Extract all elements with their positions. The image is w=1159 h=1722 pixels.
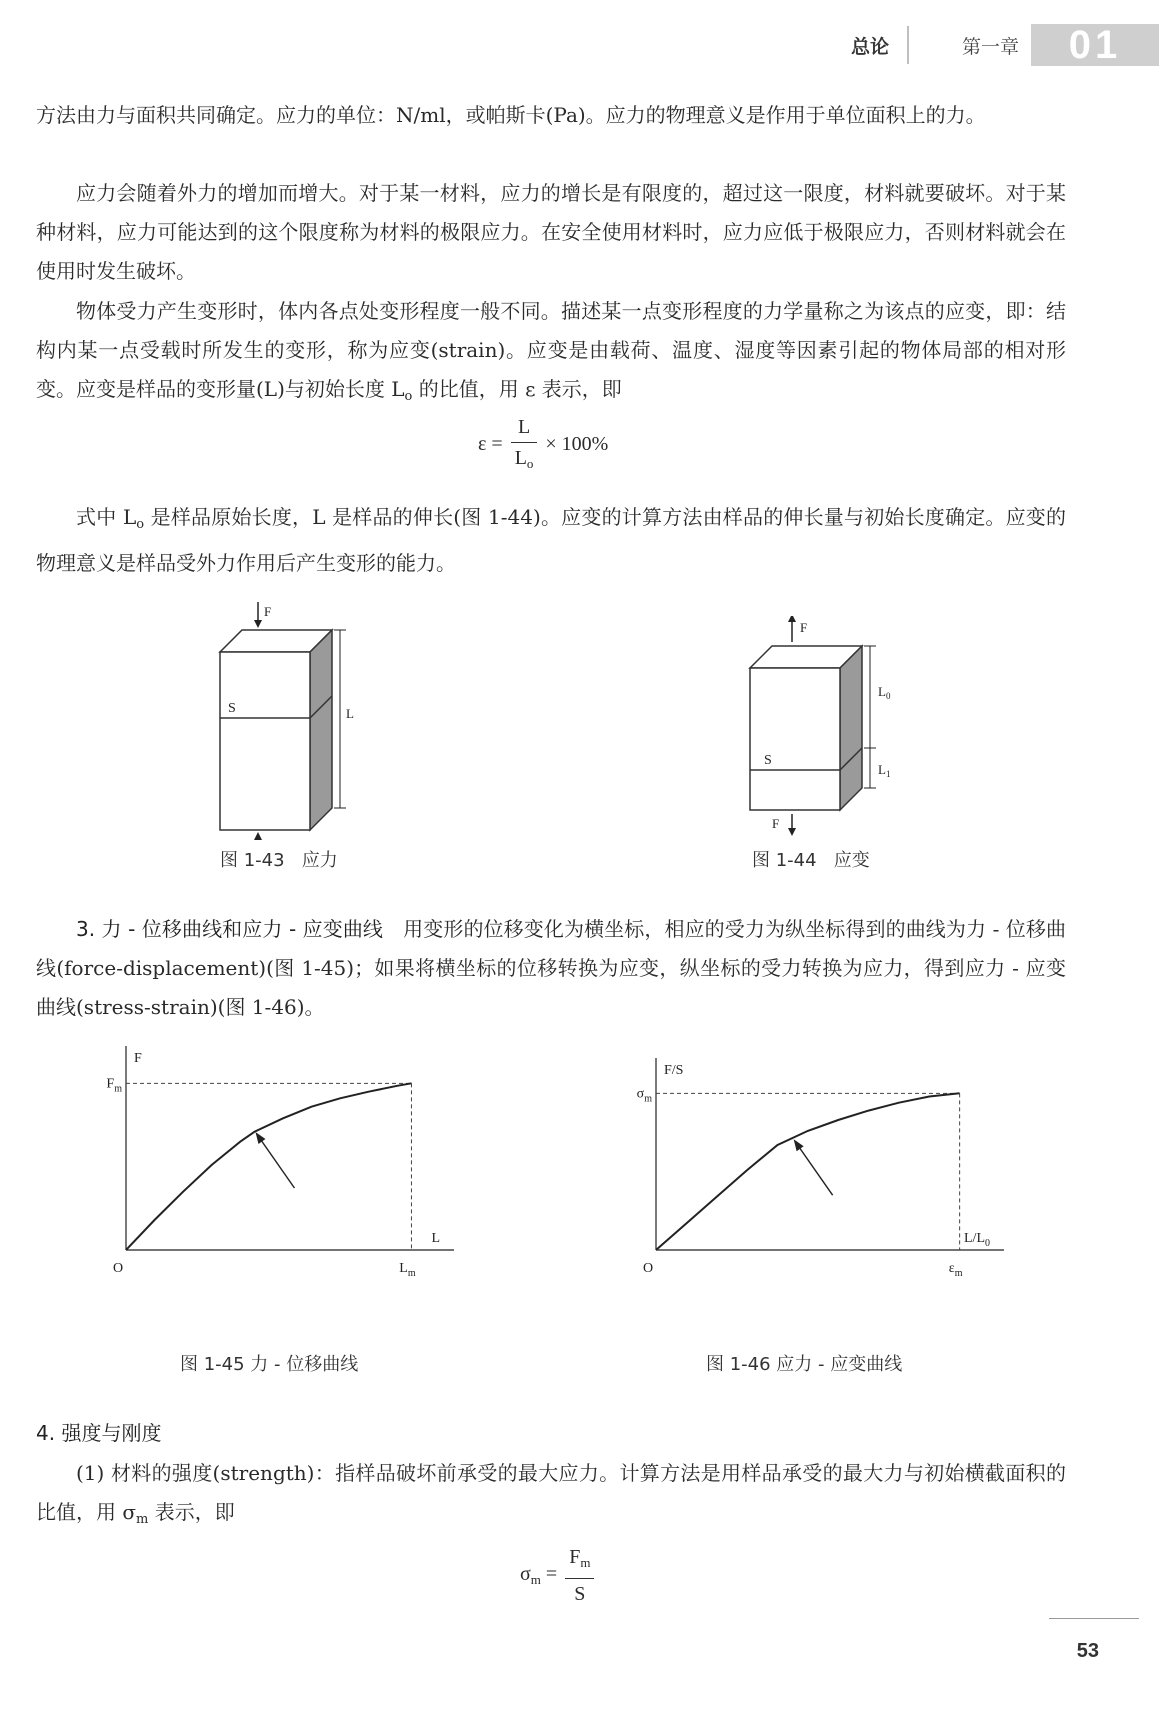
paragraph-2: 应力会随着外力的增加而增大。对于某一材料，应力的增长是有限度的，超过这一限度，材料就要破坏。对于某种材料，应力可能达到的这个限度称为材料的极限应力。在安全使用材料时，应力应低于极限应力，否则材料就会在使用时发生破坏。 bbox=[36, 181, 1066, 283]
annotation-arrowhead bbox=[794, 1139, 804, 1151]
stress-strain-chart bbox=[630, 1052, 1010, 1350]
fig43-top-force-label: F bbox=[264, 604, 272, 619]
fig45-caption: 图 1-45 力 - 位移曲线 bbox=[180, 1354, 359, 1375]
fig46-caption: 图 1-46 应力 - 应变曲线 bbox=[706, 1354, 903, 1375]
fig44-caption: 图 1-44 应变 bbox=[752, 850, 870, 871]
paragraph-6: (1) 材料的强度(strength)：指样品破坏前承受的最大应力。计算方法是用样品承受的最大力与初始横截面积的比值，用 $\sigma_m$ 表示，即 bbox=[36, 1461, 1066, 1527]
fig43-caption: 图 1-43 应力 bbox=[220, 850, 338, 871]
curve-line bbox=[126, 1083, 412, 1250]
strain-formula: ε = $\frac{L}{L_o}$ × 100% bbox=[478, 412, 608, 479]
paragraph-4: 式中 $L_o$ 是样品原始长度，L 是样品的伸长(图 1-44)。应变的计算方法由样品的伸长量与初始长度确定。应变的物理意义是样品受外力作用后产生变形的能力。 bbox=[36, 505, 1067, 575]
section-3-heading: 3. 力 - 位移曲线和应力 - 应变曲线 bbox=[76, 917, 384, 941]
x-axis-label: L bbox=[431, 1231, 440, 1246]
fig44-l0-label: $L_0$ bbox=[878, 684, 891, 701]
section-title: 总论 bbox=[850, 36, 889, 58]
fig44-area-label: S bbox=[764, 753, 772, 768]
y-max-tick-label: $\sigma_m$ bbox=[636, 1086, 652, 1105]
figure-stress-block bbox=[200, 600, 400, 840]
figure-strain-block bbox=[734, 616, 934, 836]
annotation-arrow bbox=[796, 1142, 833, 1195]
page-header bbox=[799, 24, 1159, 68]
section-4-heading: 4. 强度与刚度 bbox=[36, 1421, 162, 1445]
fig43-area-label: S bbox=[228, 701, 236, 716]
annotation-arrow bbox=[257, 1135, 294, 1188]
origin-label: O bbox=[112, 1261, 124, 1276]
chapter-badge: 01 bbox=[1031, 24, 1159, 66]
paragraph-1: 方法由力与面积共同确定。应力的单位：N/ml，或帕斯卡(Pa)。应力的物理意义是作用于单位面积上的力。 bbox=[36, 103, 986, 127]
header-divider bbox=[907, 26, 909, 64]
y-max-tick-label: $F_m$ bbox=[106, 1076, 122, 1095]
force-displacement-chart bbox=[100, 1040, 460, 1350]
x-max-tick-label: $\varepsilon_m$ bbox=[948, 1261, 963, 1279]
x-max-tick-label: $L_m$ bbox=[399, 1261, 416, 1279]
page-number: 53 bbox=[1076, 1640, 1099, 1662]
fig44-top-force-label: F bbox=[800, 620, 808, 635]
origin-label: O bbox=[642, 1261, 654, 1276]
fig44-l1-label: $L_1$ bbox=[878, 762, 891, 779]
annotation-arrowhead bbox=[255, 1132, 265, 1144]
fig44-bottom-force-label: F bbox=[772, 816, 780, 831]
footer-rule bbox=[1049, 1618, 1139, 1619]
paragraph-3: 物体受力产生变形时，体内各点处变形程度一般不同。描述某一点变形程度的力学量称之为该点的应变，即：结构内某一点受载时所发生的变形，称为应变(strain)。应变是由载荷、温度、湿度等因素引起的物体局部的相对形变。应变是样品的变形量(L)与初始长度 $L_o$ 的比值，用 ε 表示，即 bbox=[36, 299, 1066, 404]
chapter-label: 第一章 bbox=[961, 36, 1019, 58]
strength-formula: $\sigma_m$ = $\frac{F_m}{S}$ bbox=[520, 1542, 597, 1609]
fig43-length-label: L bbox=[346, 706, 354, 721]
curve-line bbox=[656, 1093, 960, 1250]
y-axis-label: F bbox=[134, 1051, 142, 1066]
x-axis-label: $L/L_0$ bbox=[964, 1231, 990, 1249]
paragraph-5: 3. 力 - 位移曲线和应力 - 应变曲线 用变形的位移变化为横坐标，相应的受力为纵坐标得到的曲线为力 - 位移曲线(force-displacement)(图 1-45)；如果将横坐标的位移转换为应变，纵坐标的受力转换为应力，得到应力 - 应变曲线(stress-strain)(图 1-46)。 bbox=[36, 917, 1066, 1019]
y-axis-label: F/S bbox=[664, 1063, 684, 1078]
